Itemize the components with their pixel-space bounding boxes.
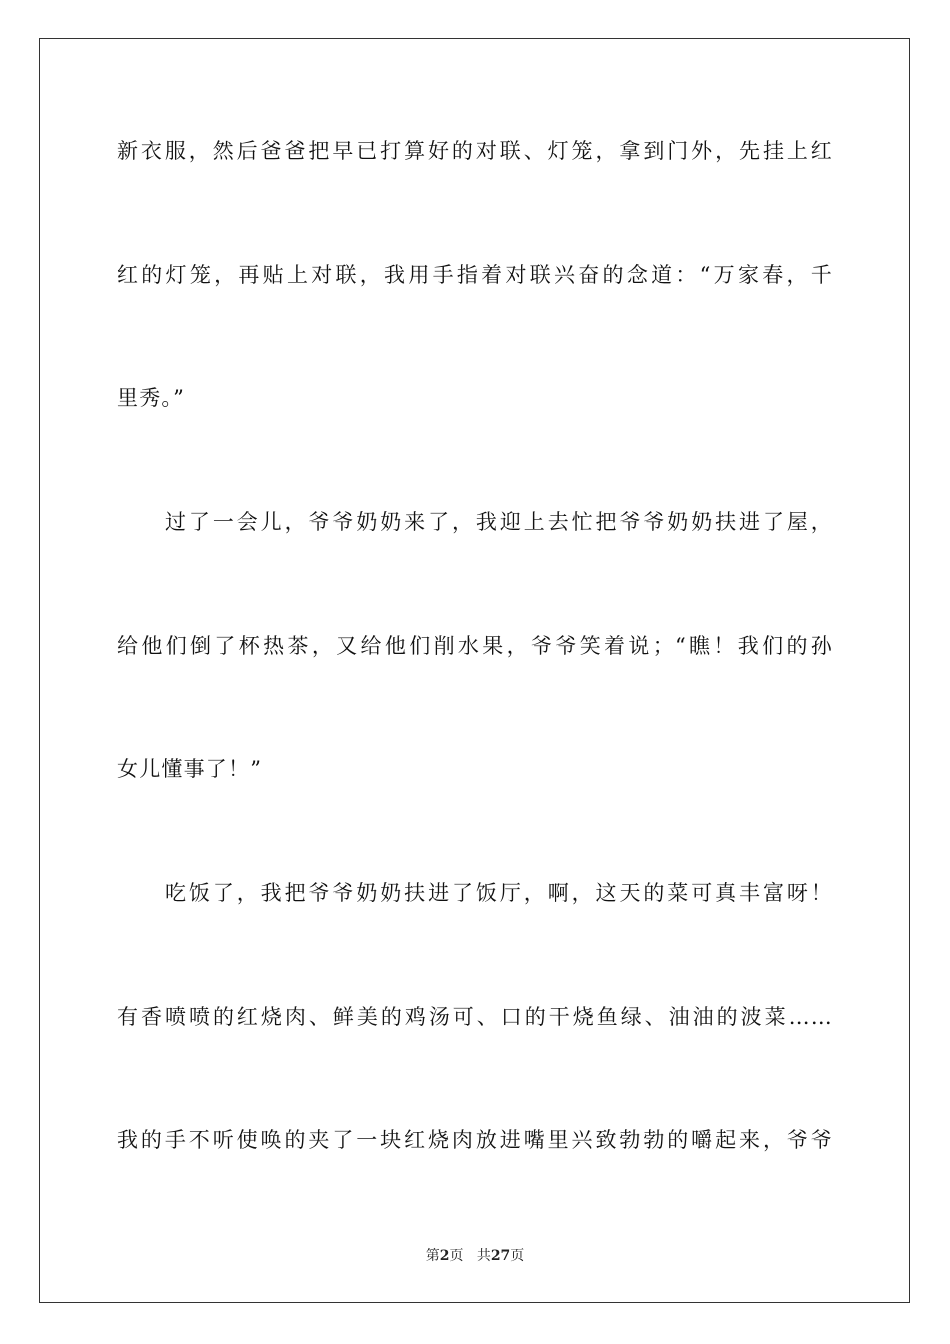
total-label-suffix: 页 — [510, 1248, 525, 1264]
page-label-suffix: 页 — [449, 1248, 464, 1264]
text-line-1: 新衣服，然后爸爸把早已打算好的对联、灯笼，拿到门外，先挂上红 — [117, 139, 833, 163]
text-line-6: 女儿懂事了！” — [117, 757, 263, 781]
text-line-9: 我的手不听使唤的夹了一块红烧肉放进嘴里兴致勃勃的嚼起来，爷爷 — [117, 1128, 833, 1152]
text-line-4: 过了一会儿，爷爷奶奶来了，我迎上去忙把爷爷奶奶扶进了屋， — [165, 510, 833, 534]
text-line-5: 给他们倒了杯热茶，又给他们削水果，爷爷笑着说；“瞧！我们的孙 — [117, 634, 833, 658]
total-pages: 27 — [490, 1248, 511, 1264]
page-number: 2 — [439, 1248, 450, 1264]
page-border — [39, 38, 910, 1303]
page-label-prefix: 第 — [425, 1248, 440, 1264]
page-footer — [0, 1247, 950, 1265]
text-line-8: 有香喷喷的红烧肉、鲜美的鸡汤可、口的干烧鱼绿、油油的波菜…… — [117, 1005, 833, 1029]
text-line-2: 红的灯笼，再贴上对联，我用手指着对联兴奋的念道：“万家春，千 — [117, 263, 833, 287]
text-line-7: 吃饭了，我把爷爷奶奶扶进了饭厅，啊，这天的菜可真丰富呀！ — [165, 881, 833, 905]
total-label-prefix: 共 — [476, 1248, 491, 1264]
text-line-3: 里秀。” — [117, 386, 186, 410]
